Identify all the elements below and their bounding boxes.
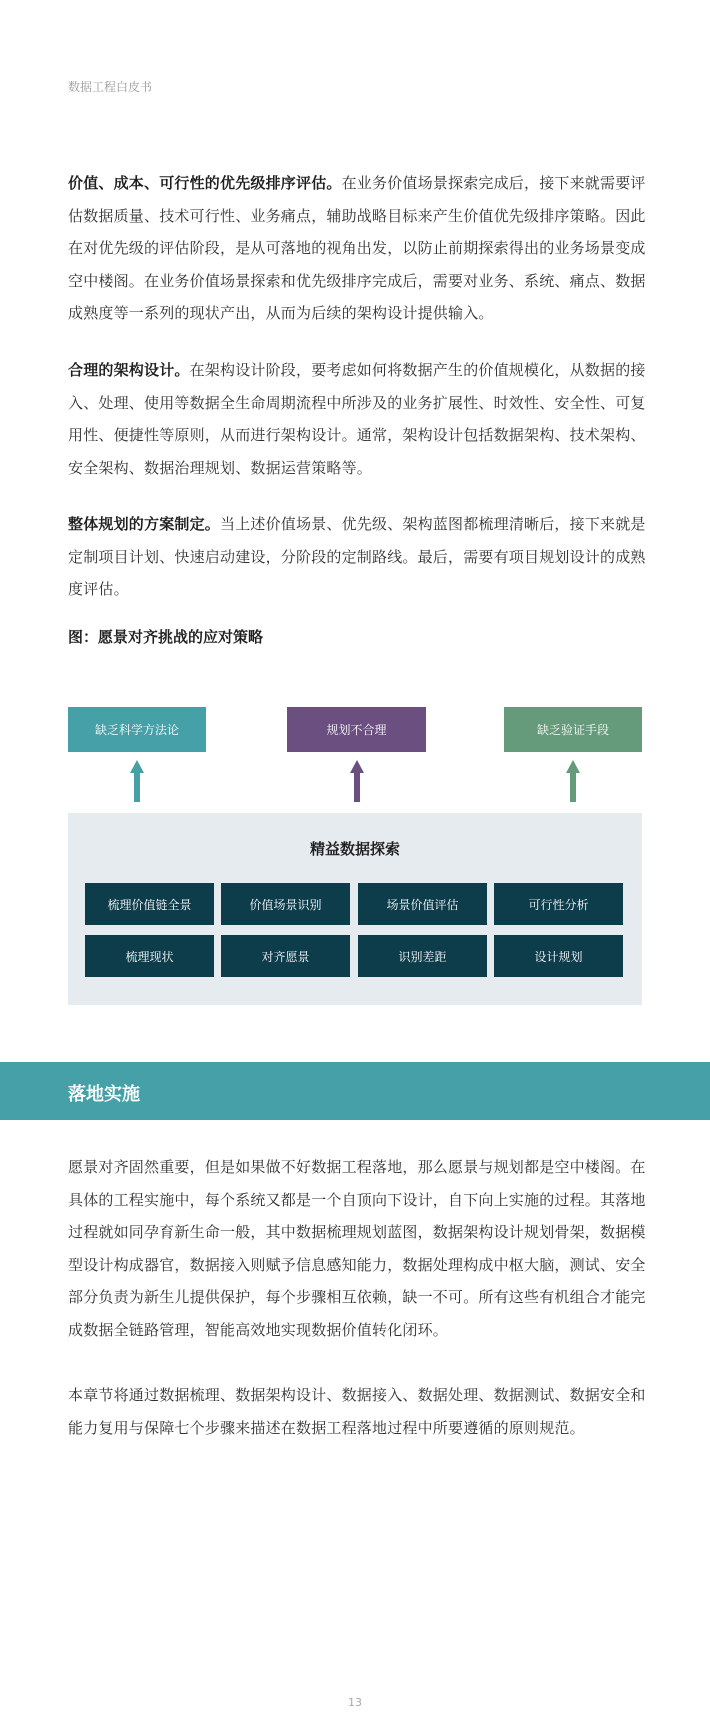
step-cell: 设计规划 [494, 935, 623, 977]
panel-title: 精益数据探索 [309, 840, 400, 858]
lean-data-exploration-panel [68, 813, 642, 1005]
arrow-up-icon [566, 760, 580, 802]
step-cell: 可行性分析 [494, 883, 623, 925]
paragraph-body: 在架构设计阶段，要考虑如何将数据产生的价值规模化，从数据的接入、处理、使用等数据全生命周期流程中所涉及的业务扩展性、时效性、安全性、可复用性、便捷性等原则，从而进行架构设计。通常，架构设计包括数据架构、技术架构、安全架构、数据治理规划、数据运营策略等。 [68, 361, 646, 477]
step-cell: 场景价值评估 [358, 883, 487, 925]
step-cell: 梳理现状 [85, 935, 214, 977]
section-title: 落地实施 [68, 1084, 140, 1105]
section-header [0, 1062, 710, 1120]
section-paragraph: 愿景对齐固然重要，但是如果做不好数据工程落地，那么愿景与规划都是空中楼阁。在具体的工程实施中，每个系统又都是一个自顶向下设计，自下向上实施的过程。其落地过程就如同孕育新生命一般，其中数据梳理规划蓝图，数据架构设计规划骨架，数据模型设计构成器官，数据接入则赋予信息感知能力，数据处理构成中枢大脑，测试、安全部分负责为新生儿提供保护，每个步骤相互依赖，缺一不可。所有这些有机组合才能完成数据全链路管理，智能高效地实现数据价值转化闭环。 [68, 1158, 646, 1339]
paragraph-body: 当上述价值场景、优先级、架构蓝图都梳理清晰后，接下来就是定制项目计划、快速启动建设，分阶段的定制路线。最后，需要有项目规划设计的成熟度评估。 [68, 515, 646, 598]
page-number: 13 [348, 1696, 362, 1709]
paragraph-architecture [68, 354, 646, 484]
step-cell: 价值场景识别 [221, 883, 350, 925]
challenge-box-planning: 规划不合理 [287, 707, 426, 752]
paragraph-body: 在业务价值场景探索完成后，接下来就需要评估数据质量、技术可行性、业务痛点，辅助战略目标来产生价值优先级排序策略。因此在对优先级的评估阶段，是从可落地的视角出发，以防止前期探索得出的业务场景变成空中楼阁。在业务价值场景探索和优先级排序完成后，需要对业务、系统、痛点、数据成熟度等一系列的现状产出，从而为后续的架构设计提供输入。 [68, 174, 646, 322]
document-title: 数据工程白皮书 [68, 80, 153, 94]
challenge-box-methodology: 缺乏科学方法论 [68, 707, 206, 752]
paragraph-planning [68, 508, 646, 606]
step-cell: 识别差距 [358, 935, 487, 977]
paragraph-lead: 整体规划的方案制定。 [68, 515, 221, 533]
paragraph-priority [68, 167, 646, 330]
step-cell: 梳理价值链全景 [85, 883, 214, 925]
paragraph-lead: 价值、成本、可行性的优先级排序评估。 [68, 174, 342, 192]
arrow-up-icon [130, 760, 144, 802]
section-paragraph: 本章节将通过数据梳理、数据架构设计、数据接入、数据处理、数据测试、数据安全和能力复用与保障七个步骤来描述在数据工程落地过程中所要遵循的原则规范。 [68, 1386, 646, 1437]
paragraph-lead: 合理的架构设计。 [68, 361, 190, 379]
figure-title: 图：愿景对齐挑战的应对策略 [68, 628, 264, 646]
step-cell: 对齐愿景 [221, 935, 350, 977]
challenge-box-validation: 缺乏验证手段 [504, 707, 642, 752]
arrow-up-icon [350, 760, 364, 802]
